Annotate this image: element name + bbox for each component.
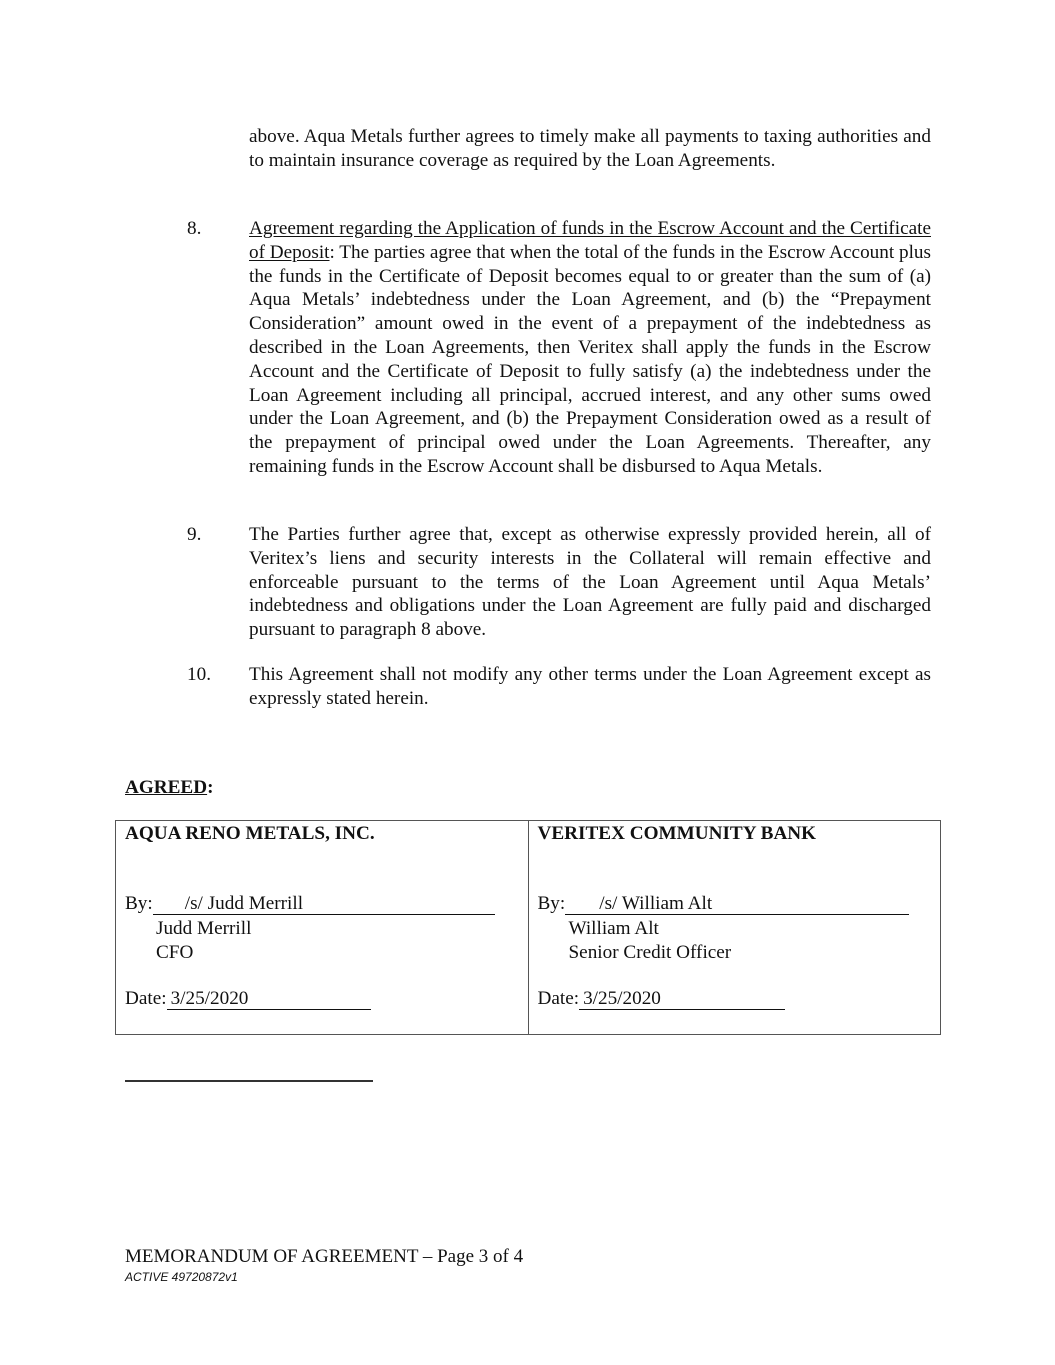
footer-document-id: ACTIVE 49720872v1 [125,1270,238,1284]
signer-title: Senior Credit Officer [568,942,732,963]
party-name: AQUA RENO METALS, INC. [125,823,375,844]
signature-field: /s/ William Alt [565,894,909,915]
date-field: 3/25/2020 [167,989,371,1010]
footer-title: MEMORANDUM OF AGREEMENT – Page 3 of 4 [125,1246,524,1267]
agreed-label: AGREED [125,777,208,798]
signer-name: William Alt [568,918,659,939]
by-line [125,893,495,915]
signature-field: /s/ Judd Merrill [153,894,495,915]
date-label: Date: [125,988,167,1009]
item-8-heading: Agreement regarding the Application of funds in the Escrow Account and the Certificate of Deposit [249,218,931,263]
signer-title: CFO [156,942,194,963]
signer-info [156,917,251,965]
item-8-text: : The parties agree that when the total of the funds in the Escrow Account plus the funds in the Certificate of Deposit becomes equal to or greater than the sum of (a) Aqua Metals’ indebtedness under the Loan Agreement, and (b) the “Prepayment Consideration” amount owed in the event of a prepayment of the indebtedness as described in the Loan Agreements, then Veritex shall apply the funds in the Escrow Account and the Certificate of Deposit to fully satisfy (a) the indebtedness under the Loan Agreement including all principal, accrued interest, and any other sums owed under the Loan Agreement, and (b) the Prepayment Consideration owed as a result of the prepayment of principal owed under the Loan Agreements. Thereafter, any remaining funds in the Escrow Account shall be disbursed to Aqua Metals. [249,241,931,477]
agreed-heading [125,776,213,800]
item-8-number: 8. [187,218,202,239]
by-label: By: [537,893,566,914]
item-8-paragraph [249,217,931,479]
signer-name: Judd Merrill [156,918,252,939]
signer-info [569,917,732,965]
date-line [125,988,371,1010]
signature-table [115,820,941,1035]
date-label: Date: [537,988,580,1009]
signature-block-aqua [116,821,529,1035]
party-name: VERITEX COMMUNITY BANK [537,823,817,844]
footnote-separator [125,1080,373,1082]
date-line [538,988,786,1010]
item-9-paragraph: The Parties further agree that, except as otherwise expressly provided herein, all of Veritex’s liens and security interests in the Collateral will remain effective and enforceable pursuant to the terms of the Loan Agreement until Aqua Metals’ indebtedness and obligations under the Loan Agreement are fully paid and discharged pursuant to paragraph 8 above. [249,524,931,641]
item-10-paragraph: This Agreement shall not modify any other terms under the Loan Agreement except as expressly stated herein. [249,664,931,709]
signature-block-veritex [528,821,941,1035]
date-field: 3/25/2020 [579,989,785,1010]
by-label: By: [125,893,153,914]
item-9-number: 9. [187,524,202,545]
item-10-number: 10. [187,664,211,685]
agreed-colon: : [207,777,214,798]
continuation-paragraph: above. Aqua Metals further agrees to timely make all payments to taxing authorities and to maintain insurance coverage as required by the Loan Agreements. [249,126,931,171]
by-line [538,893,910,915]
